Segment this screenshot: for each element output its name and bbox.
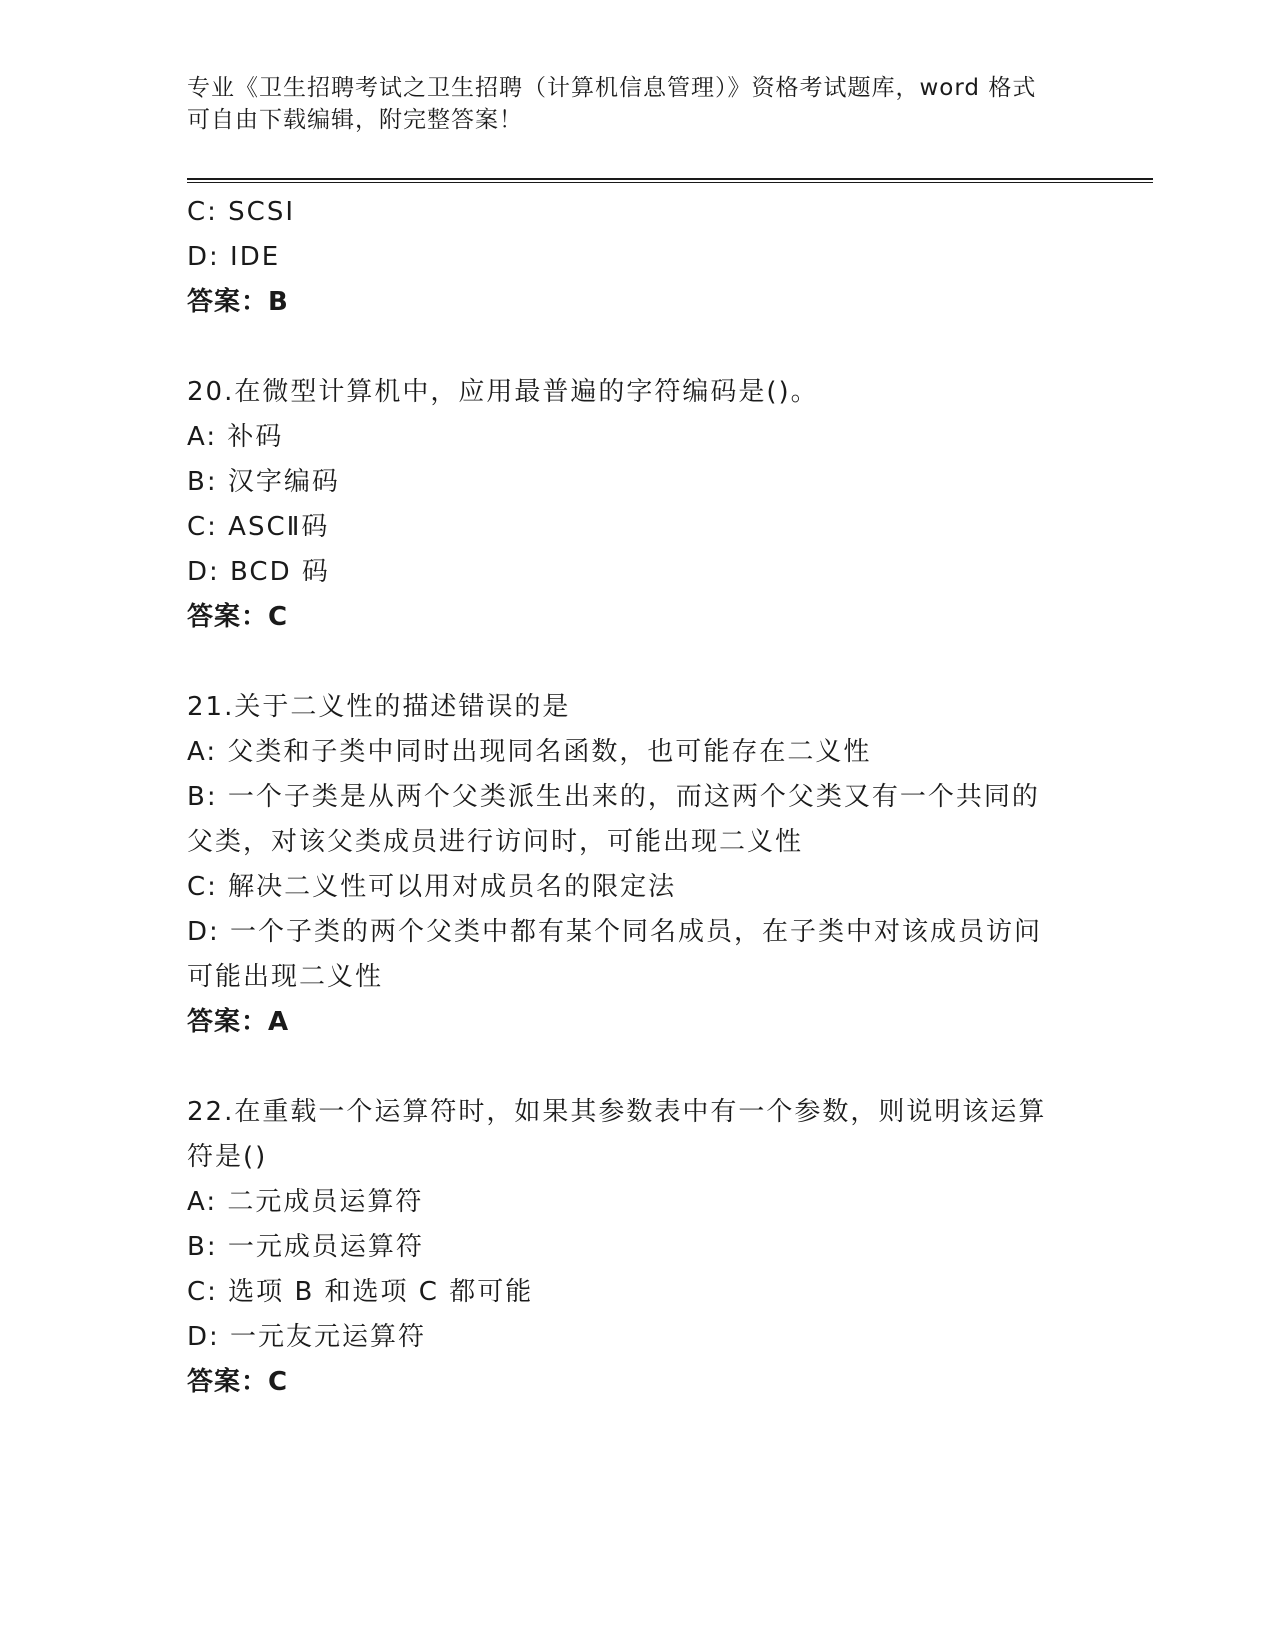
option-d: D: BCD 码 [187, 557, 330, 587]
previous-question [187, 190, 1067, 325]
question-stem: 20.在微型计算机中，应用最普遍的字符编码是()。 [187, 377, 819, 407]
answer-line: 答案：C [187, 1367, 289, 1397]
header-line-2: 可自由下载编辑，附完整答案！ [187, 107, 523, 133]
option-d: D: 一元友元运算符 [187, 1322, 427, 1352]
spacer [187, 1045, 1067, 1090]
option-d: D: 一个子类的两个父类中都有某个同名成员，在子类中对该成员访问 [187, 917, 1043, 947]
option-b: B: 一个子类是从两个父类派生出来的，而这两个父类又有一个共同的 [187, 782, 1040, 812]
question-20 [187, 370, 1067, 640]
question-21 [187, 685, 1067, 1045]
question-list [187, 190, 1067, 1405]
spacer [187, 325, 1067, 370]
header-line-1: 专业《卫生招聘考试之卫生招聘（计算机信息管理）》资格考试题库，word 格式 [187, 75, 1037, 101]
answer-line: 答案：B [187, 287, 289, 317]
option-c: C: 解决二义性可以用对成员名的限定法 [187, 872, 677, 902]
answer-line: 答案：C [187, 602, 289, 632]
option-b-continued: 父类，对该父类成员进行访问时，可能出现二义性 [187, 827, 804, 857]
option-b: B: 汉字编码 [187, 467, 340, 497]
option-a: A: 二元成员运算符 [187, 1187, 424, 1217]
option-c: C: ASCⅡ码 [187, 512, 330, 542]
option-b: B: 一元成员运算符 [187, 1232, 424, 1262]
question-stem: 22.在重载一个运算符时，如果其参数表中有一个参数，则说明该运算 [187, 1097, 1047, 1127]
header-divider [187, 178, 1153, 183]
document-header [187, 72, 1087, 136]
question-22 [187, 1090, 1067, 1405]
option-a: A: 父类和子类中同时出现同名函数，也可能存在二义性 [187, 737, 872, 767]
option-c: C: 选项 B 和选项 C 都可能 [187, 1277, 534, 1307]
question-stem: 21.关于二义性的描述错误的是 [187, 692, 571, 722]
spacer [187, 640, 1067, 685]
question-stem-continued: 符是() [187, 1142, 268, 1172]
option-a: A: 补码 [187, 422, 284, 452]
option-c: C: SCSI [187, 197, 296, 227]
option-d-continued: 可能出现二义性 [187, 962, 384, 992]
answer-line: 答案：A [187, 1007, 290, 1037]
option-d: D: IDE [187, 242, 281, 272]
